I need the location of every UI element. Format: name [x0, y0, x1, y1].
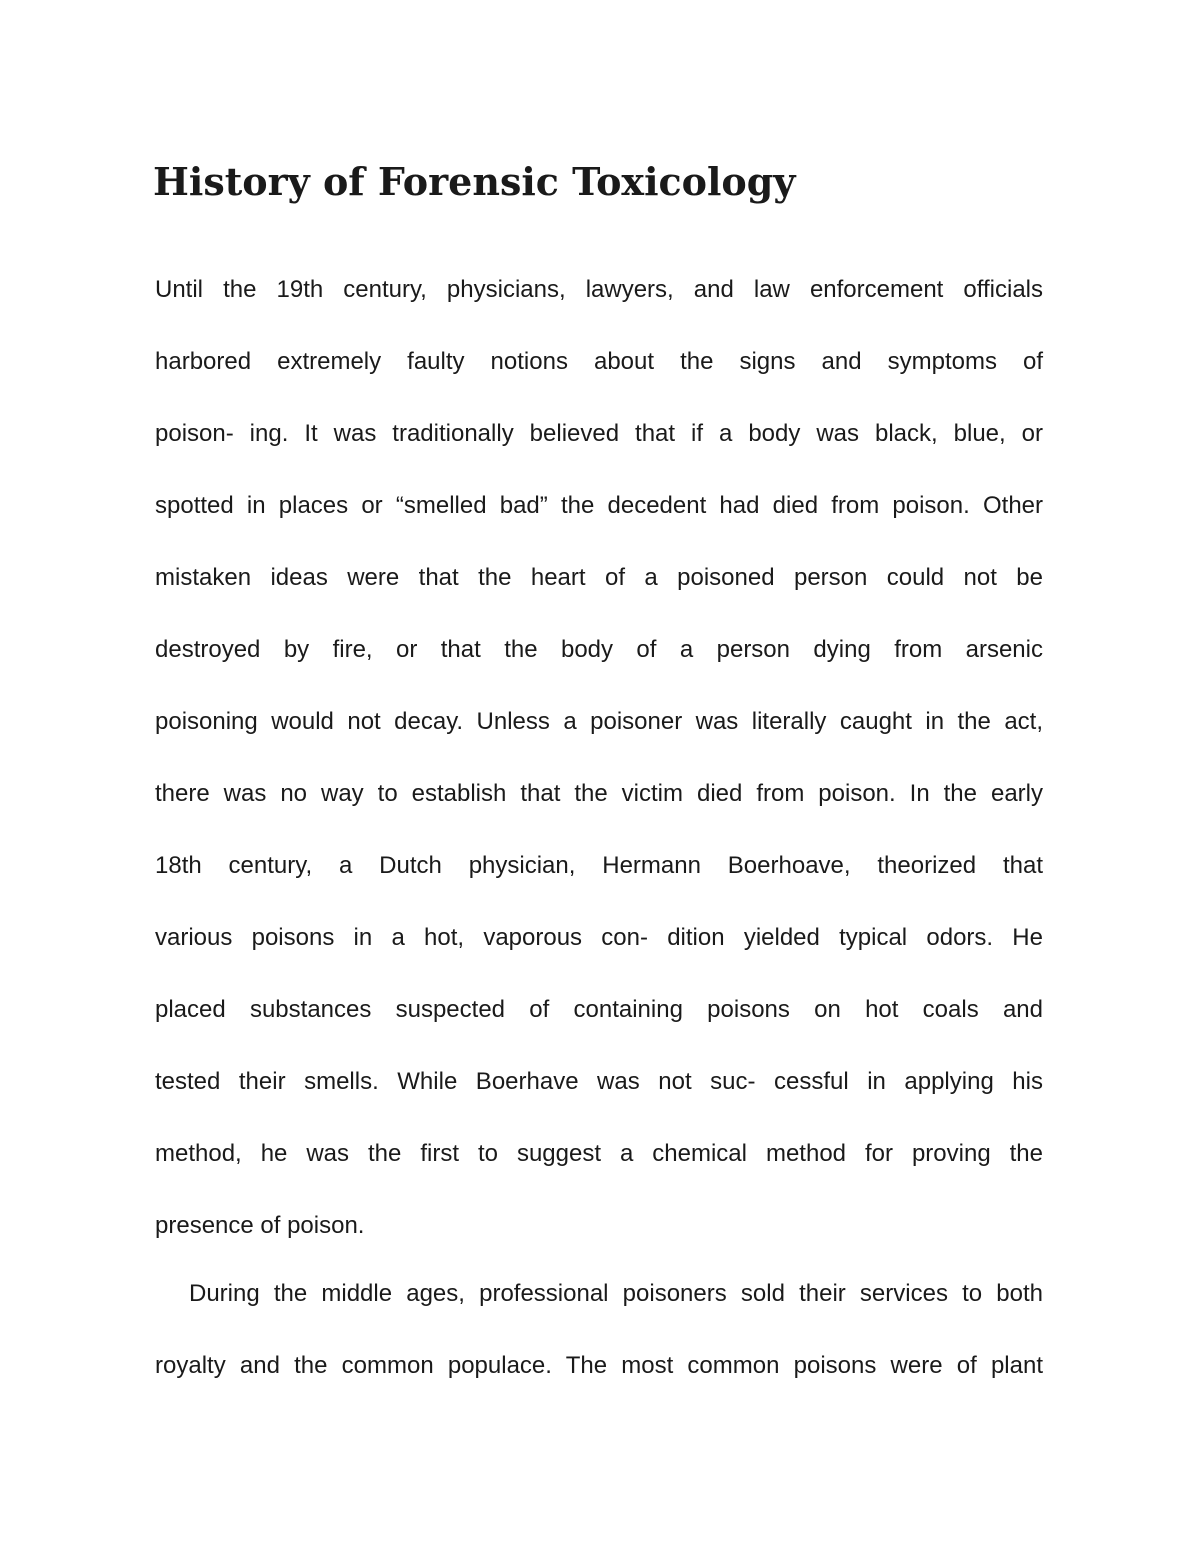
text-line: method, he was the first to suggest a chemical method for proving the	[155, 1140, 1043, 1167]
text-line: poison- ing. It was traditionally believed that if a body was black, blue, or	[155, 420, 1043, 447]
text-line: During the middle ages, professional poisoners sold their services to both	[189, 1280, 1043, 1307]
text-line: Until the 19th century, physicians, lawyers, and law enforcement officials	[155, 276, 1043, 303]
text-line: there was no way to establish that the victim died from poison. In the early	[155, 780, 1043, 807]
text-line: poisoning would not decay. Unless a poisoner was literally caught in the act,	[155, 708, 1043, 735]
text-line: 18th century, a Dutch physician, Hermann Boerhoave, theorized that	[155, 852, 1043, 879]
text-line: presence of poison.	[155, 1212, 365, 1239]
text-line: tested their smells. While Boerhave was not suc- cessful in applying his	[155, 1068, 1043, 1095]
paragraph-2	[155, 1258, 1043, 1402]
text-line: harbored extremely faulty notions about the signs and symptoms of	[155, 348, 1043, 375]
text-line: placed substances suspected of containing poisons on hot coals and	[155, 996, 1043, 1023]
text-line: destroyed by fire, or that the body of a person dying from arsenic	[155, 636, 1043, 663]
document-title: History of Forensic Toxicology	[153, 159, 796, 204]
paragraph-1	[155, 254, 1043, 1262]
text-line: royalty and the common populace. The most common poisons were of plant	[155, 1352, 1043, 1379]
text-line: mistaken ideas were that the heart of a poisoned person could not be	[155, 564, 1043, 591]
text-line: spotted in places or “smelled bad” the decedent had died from poison. Other	[155, 492, 1043, 519]
text-line: various poisons in a hot, vaporous con- dition yielded typical odors. He	[155, 924, 1043, 951]
